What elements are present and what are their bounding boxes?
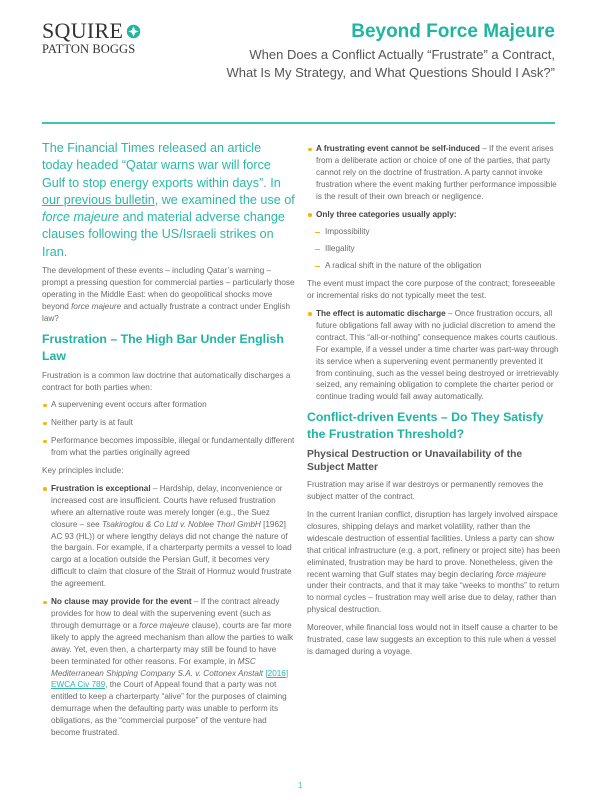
text-segment: [1962] AC 93 (HL)) or where lengthy delays did not change the nature of the bargain. For example, if a charterparty permits a vessel to load cargo at a location outside the Persian Gulf, it becomes very difficult to claim that closure of the Strait of Hormuz would frustrate the agreement.: [51, 519, 292, 589]
principles-list: [42, 483, 295, 739]
categories-list: [307, 226, 561, 272]
body-paragraph: Moreover, while financial loss would not in itself cause a charter to be frustrated, case law suggests an exception to this rule when a vessel is damaged during a voyage.: [307, 623, 558, 656]
link[interactable]: our previous bulletin: [42, 192, 155, 207]
text-segment: In the current Iranian conflict, disruption has largely involved airspace closures, shipping delays and market volatility, rather than the widescale destruction of essential facilities. Unless a party can show that critical infrastructure (e.g. a port, refinery or project site) has been eliminated, frustration may be hard to prove. Nonetheless, given the recent warning that Gulf states may begin declaring: [307, 510, 561, 579]
italic-text: force majeure: [139, 620, 190, 630]
link[interactable]: [2016] EWCA Civ 789: [51, 668, 289, 690]
logo-line1: SQUIRE: [42, 18, 124, 43]
text-segment: and material adverse change clauses following the US/Israeli strikes on Iran.: [42, 210, 285, 259]
italic-text: MSC Mediterranean Shipping Company S.A. v. Cottonex Anstalt: [51, 656, 264, 678]
page-number: 1: [298, 781, 303, 790]
list-item: [307, 209, 561, 221]
logo-line2: PATTON BOGGS: [42, 42, 136, 56]
list-item: [307, 143, 561, 203]
subsection-heading: Physical Destruction or Unavailability of the Subject Matter: [307, 449, 523, 474]
list-item: Performance becomes impossible, illegal or fundamentally different from what the parties originally agreed: [42, 435, 295, 459]
document-title: Beyond Force Majeure: [351, 21, 555, 42]
list-item: Illegality: [307, 243, 561, 255]
left-column: [42, 140, 295, 745]
text-segment: and actually frustrate a contract under English law?: [42, 301, 291, 323]
body-paragraph: Key principles include:: [42, 466, 124, 476]
list-item: Impossibility: [307, 226, 561, 238]
bold-lead: Frustration is exceptional: [51, 483, 151, 493]
body-paragraph: Frustration may arise if war destroys or permanently removes the subject matter of the contract.: [307, 480, 544, 502]
list-item: [42, 483, 295, 590]
body-paragraph: [307, 509, 561, 616]
bold-lead: The effect is automatic discharge: [316, 308, 446, 318]
text-segment: , we examined the use of: [154, 192, 295, 207]
principles-list: [307, 308, 561, 403]
text-segment: , the Court of Appeal found that a party was not entitled to keep a charterparty “alive” for the purposes of claiming demurrage when the defaulting party was unable to perform its obligations, as the “commercial purpose” of the venture had become frustrated.: [51, 680, 287, 738]
principles-list: [307, 143, 561, 220]
text-segment: – If the event arises from a deliberate action or choice of one of the parties, that party cannot rely on the doctrine of frustration. A party cannot invoke frustration where the event making further performance impossible is the result of their own breach or negligence.: [316, 144, 557, 201]
list-item: Neither party is at fault: [42, 417, 295, 429]
bold-lead: A frustrating event cannot be self-induced: [316, 144, 480, 153]
section-heading: Frustration – The High Bar Under English Law: [42, 331, 284, 363]
list-item: [42, 596, 295, 739]
logo-mark-icon: [126, 24, 141, 39]
text-segment: The Financial Times released an article today headed “Qatar warns war will force Gulf to stop energy exports within days”. In: [42, 141, 281, 190]
header-divider: [42, 122, 555, 124]
body-paragraph: The event must impact the core purpose of the contract; foreseeable or incremental risks do not typically meet the test.: [307, 279, 556, 301]
text-segment: – If the contract already provides for how to deal with the supervening event (such as through demurrage or a: [51, 597, 280, 630]
list-item: [307, 308, 561, 403]
text-segment: – Once frustration occurs, all future obligations fall away with no judicial discretion to amend the contract. This “all-or-nothing” consequence makes courts cautious. For example, if a vessel under a time charter was part-way through its service when a supervening event permanently prevented it from continuing, such as the vessel being destroyed or irretrievably seized, any remaining obligation to complete the charter period or continue trading would fall away automatically.: [316, 308, 559, 402]
bold-lead: Only three categories usually apply:: [316, 209, 457, 219]
bold-lead: No clause may provide for the event: [51, 597, 192, 607]
body-paragraph: [42, 265, 295, 325]
italic-text: force majeure: [42, 210, 119, 225]
italic-text: force majeure: [495, 569, 546, 579]
intro-paragraph: [42, 140, 295, 261]
text-segment: under their contracts, and that it may take “weeks to months” to return to normal cycles – frustration may well arise due to delay, rather than physical destruction.: [307, 581, 560, 615]
right-column: [307, 143, 561, 664]
conditions-list: [42, 399, 295, 459]
italic-text: force majeure: [71, 301, 122, 311]
document-subtitle: [226, 46, 555, 82]
list-item: A supervening event occurs after formation: [42, 399, 295, 411]
subtitle-line: When Does a Conflict Actually “Frustrate” a Contract,: [249, 47, 555, 62]
body-paragraph: Frustration is a common law doctrine that automatically discharges a contract for both parties when:: [42, 370, 291, 392]
text-segment: – Hardship, delay, inconvenience or increased cost are insufficient. Courts have refused frustration where an alternative route was merely longer (e.g., the Suez closure – see: [51, 483, 283, 529]
text-segment: The development of these events – including Qatar’s warning – prompt a pressing question for commercial parties – particularly those operating in the Middle East: when do geopolitical shocks move beyond: [42, 266, 295, 311]
subtitle-line: What Is My Strategy, and What Questions Should I Ask?”: [226, 65, 555, 80]
italic-text: Tsakiroglou & Co Ltd v. Noblee Thorl GmbH: [101, 519, 261, 529]
text-segment: clause), courts are far more likely to apply the agreed mechanism than allow the parties to walk away. Yet, even then, a charterparty may still be found to have been terminated for other reasons. For example, in: [51, 620, 294, 666]
firm-logo: [42, 20, 141, 56]
list-item: A radical shift in the nature of the obligation: [307, 260, 561, 272]
document-header: [226, 20, 555, 82]
section-heading: Conflict-driven Events – Do They Satisfy the Frustration Threshold?: [307, 410, 544, 442]
